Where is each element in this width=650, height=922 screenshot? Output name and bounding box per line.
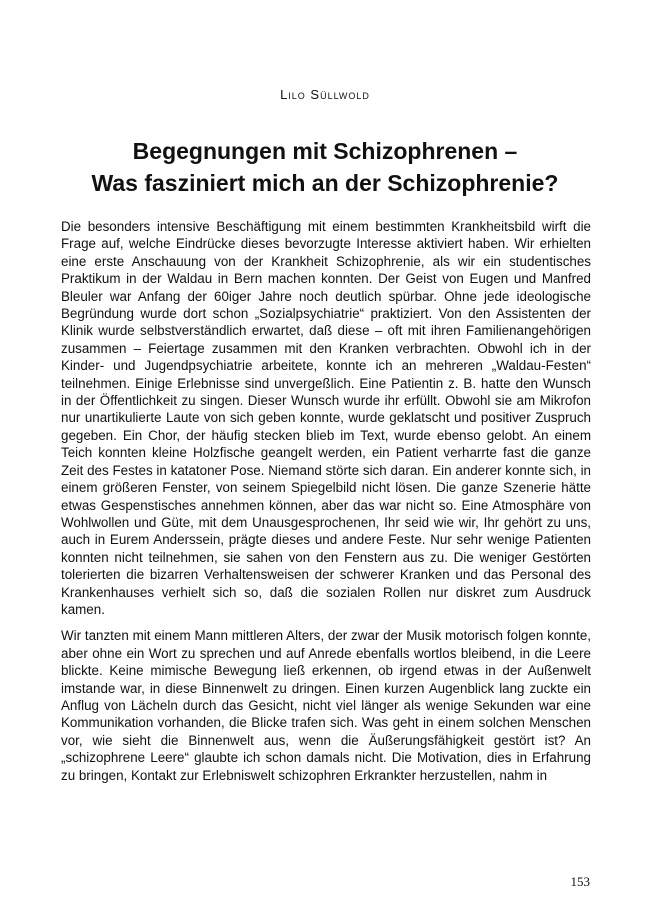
chapter-title-line-1: Begegnungen mit Schizophrenen – [132,138,518,164]
author-name: Lilo Süllwold [280,87,370,102]
chapter-title-line-2: Was fasziniert mich an der Schizophrenie? [91,170,559,196]
page-number: 153 [570,874,590,889]
paragraph: Wir tanzten mit einem Mann mittleren Alters, der zwar der Musik motorisch folgen konnte, aber ohne ein Wort zu sprechen und auf Anrede ebenfalls wortlos bleibend, in die Leere blickte. Keine mimische Bewegung ließ erkennen, ob irgend etwas in der Außenwelt imstande war, in diese Binnenwelt zu dringen. Einen kurzen Augenblick lang zuckte ein Anflug von Lächeln durch das Gesicht, nicht viel länger als wenige Sekunden war eine Kommunikation vorhanden, die Blicke trafen sich. Was geht in einem solchen Menschen vor, wie sieht die Binnenwelt aus, wenn die Äußerungsfähigkeit gestört ist? An „schizophrene Leere“ glaubte ich schon damals nicht. Die Motivation, dies in Erfahrung zu bringen, Kontakt zur Erlebniswelt schizophren Erkrankter herzustellen, nahm in [61,628,591,783]
paragraph: Die besonders intensive Beschäftigung mit einem bestimmten Krankheitsbild wirft die Frage auf, welche Eindrücke dieses bevorzugte Interesse aktiviert haben. Wir erhielten eine erste Anschauung von der Krankheit Schizophrenie, als wir ein studentisches Praktikum in der Waldau in Bern machen konnten. Der Geist von Eugen und Manfred Bleuler war Anfang der 60iger Jahre noch deutlich spürbar. Ohne jede ideologische Begründung wurde dort schon „Sozialpsychiatrie“ praktiziert. Von den Assistenten der Klinik wurde selbstverständlich erwartet, daß diese – oft mit ihren Familienangehörigen zusammen – Feiertage zusammen mit den Kranken verbrachten. Obwohl ich in der Kinder- und Jugendpsychiatrie arbeitete, konnte ich an mehreren „Waldau-Festen“ teilnehmen. Einige Erlebnisse sind unvergeßlich. Eine Patientin z. B. hatte den Wunsch in der Öffentlichkeit zu singen. Dieser Wunsch wurde ihr erfüllt. Obwohl sie am Mikrofon nur unartikulierte Laute von sich geben konnte, wurde geklatscht und positiver Zuspruch gegeben. Ein Chor, der häufig stecken blieb im Text, wurde ebenso gelobt. An einem Teich konnten kleine Holzfische geangelt werden, ein Patient verharrte fast die ganze Zeit des Festes in katatoner Pose. Niemand störte sich daran. Ein anderer konnte sich, in einem größeren Fenster, von seinem Spiegelbild nicht lösen. Die ganze Szenerie hätte etwas Gespenstisches annehmen können, aber das war nicht so. Eine Atmosphäre von Wohlwollen und Güte, mit dem Unausgesprochenen, Ihr seid wie wir, Ihr gehört zu uns, auch in Eurem Anderssein, prägte dieses und andere Feste. Nur sehr wenige Patienten konnten nicht teilnehmen, sie sahen von den Fenstern aus zu. Die weniger Gestörten tolerierten die bizarren Verhaltensweisen der schwerer Kranken und das Personal des Krankenhauses verhielt sich so, daß die sozialen Rollen nur diskret zum Ausdruck kamen. [61,219,591,617]
chapter-title [0,135,650,199]
body-text [61,218,591,793]
